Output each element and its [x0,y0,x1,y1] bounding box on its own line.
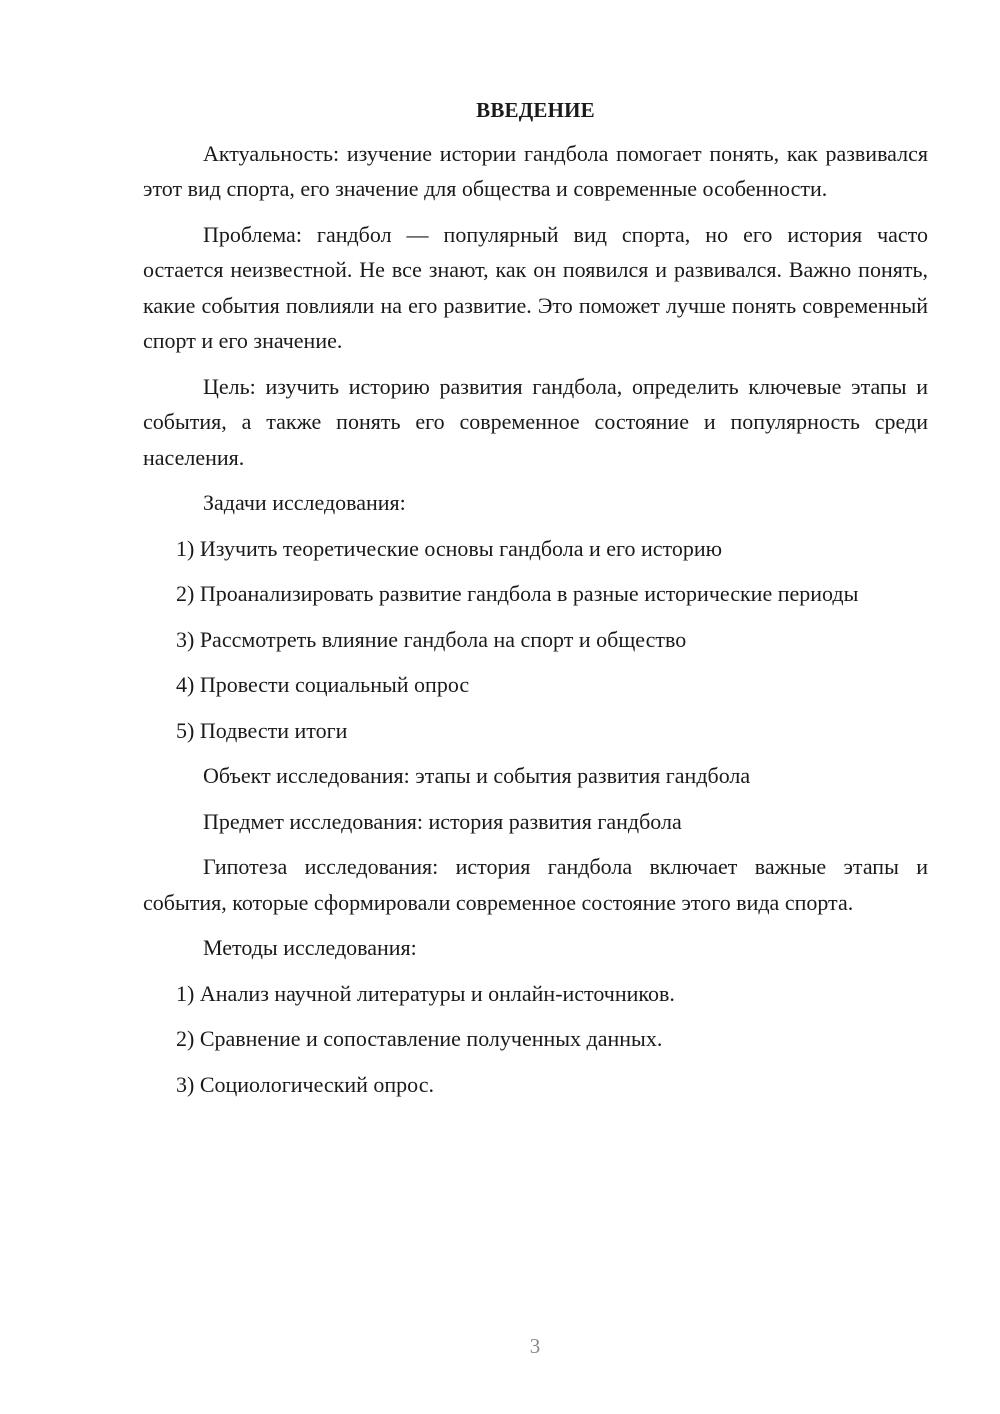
task-item: 5) Подвести итоги [176,717,348,743]
methods-heading: Методы исследования: [203,935,417,960]
task-item: 3) Рассмотреть влияние гандбола на спорт и общество [176,626,687,652]
method-item: 1) Анализ научной литературы и онлайн-источников. [176,980,675,1006]
hypothesis-paragraph: Гипотеза исследования: история гандбола включает важные этапы и события, которые сформировали современное состояние этого вида спорта. [143,854,928,915]
page-title: ВВЕДЕНИЕ [476,98,595,122]
subject-paragraph: Предмет исследования: история развития гандбола [203,808,682,834]
task-item: 2) Проанализировать развитие гандбола в разные исторические периоды [176,581,859,606]
page-number: 3 [529,1334,541,1358]
goal-paragraph: Цель: изучить историю развития гандбола, определить ключевые этапы и события, а также понять его современное состояние и популярность среди населения. [143,373,928,470]
task-item: 4) Провести социальный опрос [176,672,470,697]
problem-paragraph: Проблема: гандбол — популярный вид спорта, но его история часто остается неизвестной. Не все знают, как он появился и развивался. Важно понять, какие события повлияли на его развитие. Это поможет лучше понять современный спорт и его значение. [143,221,928,353]
method-item: 3) Социологический опрос. [176,1071,434,1097]
tasks-heading: Задачи исследования: [203,490,406,515]
relevance-paragraph: Актуальность: изучение истории гандбола помогает понять, как развивался этот вид спорта, его значение для общества и современные особенности. [143,140,928,201]
task-item: 1) Изучить теоретические основы гандбола и его историю [176,535,723,561]
object-paragraph: Объект исследования: этапы и события развития гандбола [203,763,751,788]
method-item: 2) Сравнение и сопоставление полученных данных. [176,1026,663,1051]
document-page [143,93,928,1112]
